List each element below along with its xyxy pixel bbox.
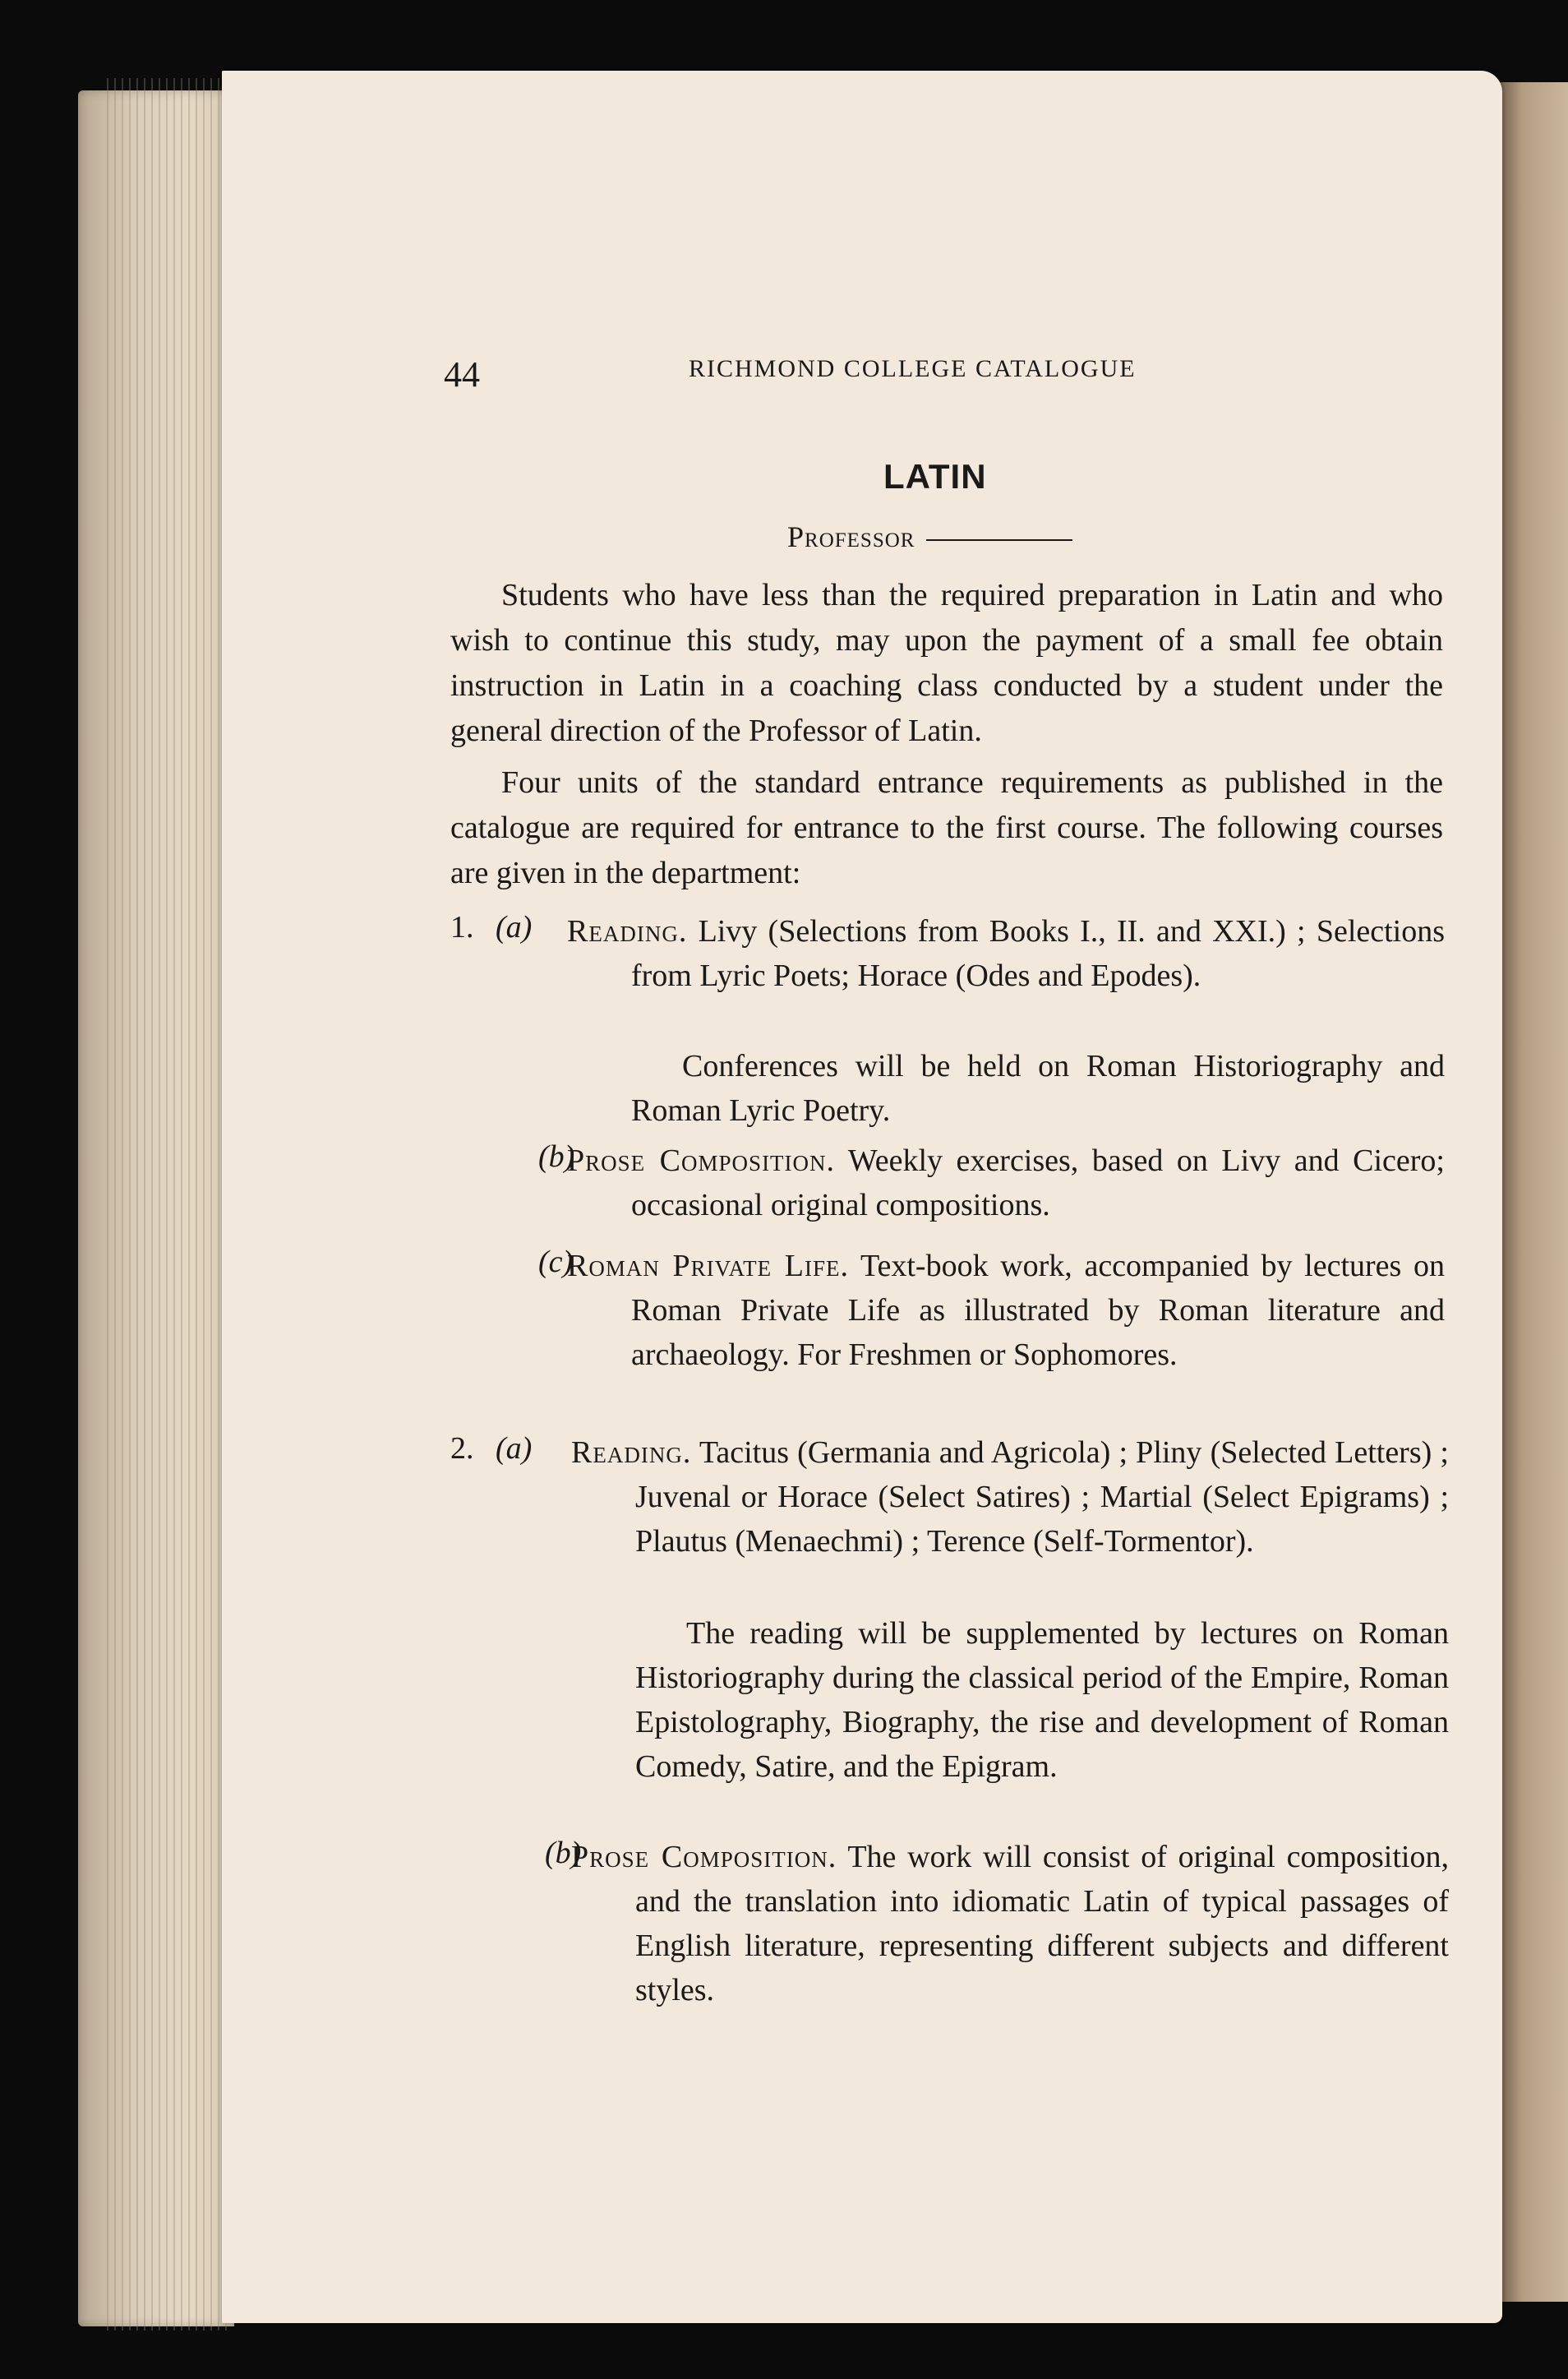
- course-1b-label: (b): [538, 1139, 575, 1174]
- course-1b-heading: Prose Composition.: [567, 1143, 836, 1178]
- course-2-number: 2.: [450, 1431, 474, 1466]
- course-2a-entry: [571, 1430, 1449, 1564]
- professor-label: Professor: [787, 520, 915, 553]
- course-2a-heading: Reading.: [571, 1435, 692, 1470]
- course-1c-label: (c): [538, 1245, 574, 1279]
- course-2b-label: (b): [545, 1836, 582, 1870]
- course-2b-entry: [571, 1835, 1449, 2012]
- course-1a-entry: [567, 909, 1446, 998]
- course-2a-label: (a): [496, 1431, 533, 1466]
- course-1a-label: (a): [496, 910, 533, 945]
- professor-blank-rule: [926, 539, 1072, 541]
- course-2b-heading: Prose Composition.: [571, 1840, 837, 1874]
- intro-paragraph: Students who have less than the required preparation in Latin and who wish to continue this study, may upon the payment of a small fee obtain instruction in Latin in a coaching class conducted by a student under the general direction of the Professor of Latin.: [450, 578, 1443, 748]
- course-1c-heading: Roman Private Life.: [567, 1249, 849, 1283]
- course-2a-note: The reading will be supplemented by lectures on Roman Historiography during the classical period of the Empire, Roman Epistolography, Biography, the rise and development of Roman Comedy, Satire, and the Epigram.: [635, 1616, 1449, 1784]
- facing-page-edge: [1492, 82, 1568, 2302]
- page-number: 44: [444, 354, 480, 395]
- section-title: LATIN: [883, 457, 987, 496]
- requirements-paragraph: Four units of the standard entrance requirements as published in the catalogue are required for entrance to the first course. The following courses are given in the department:: [450, 765, 1443, 890]
- course-1c-entry: [567, 1244, 1445, 1377]
- professor-line: [787, 520, 1072, 554]
- book-page-edge-lines: [107, 78, 230, 2330]
- course-1a-note: Conferences will be held on Roman Historiography and Roman Lyric Poetry.: [631, 1049, 1445, 1128]
- course-1-number: 1.: [450, 910, 474, 945]
- course-1a-heading: Reading.: [567, 914, 688, 949]
- course-2b-text: The work will consist of original composition, and the translation into idiomatic Latin of typical passages of English literature, representing different subjects and different styles.: [635, 1840, 1449, 2007]
- running-head: RICHMOND COLLEGE CATALOGUE: [689, 355, 1137, 382]
- course-1b-entry: [567, 1139, 1445, 1227]
- course-1c-text: Text-book work, accompanied by lectures on Roman Private Life as illustrated by Roman literature and archaeology. For Freshmen or Sophomores.: [631, 1249, 1445, 1372]
- course-1a-text: Livy (Selections from Books I., II. and XXI.) ; Selections from Lyric Poets; Horace (Odes and Epodes).: [631, 914, 1446, 993]
- course-1b-text: Weekly exercises, based on Livy and Cicero; occasional original compositions.: [631, 1143, 1445, 1222]
- course-2a-text: Tacitus (Germania and Agricola) ; Pliny (Selected Letters) ; Juvenal or Horace (Select Satires) ; Martial (Select Epigrams) ; Plautus (Menaechmi) ; Terence (Self-Tormentor).: [635, 1435, 1449, 1559]
